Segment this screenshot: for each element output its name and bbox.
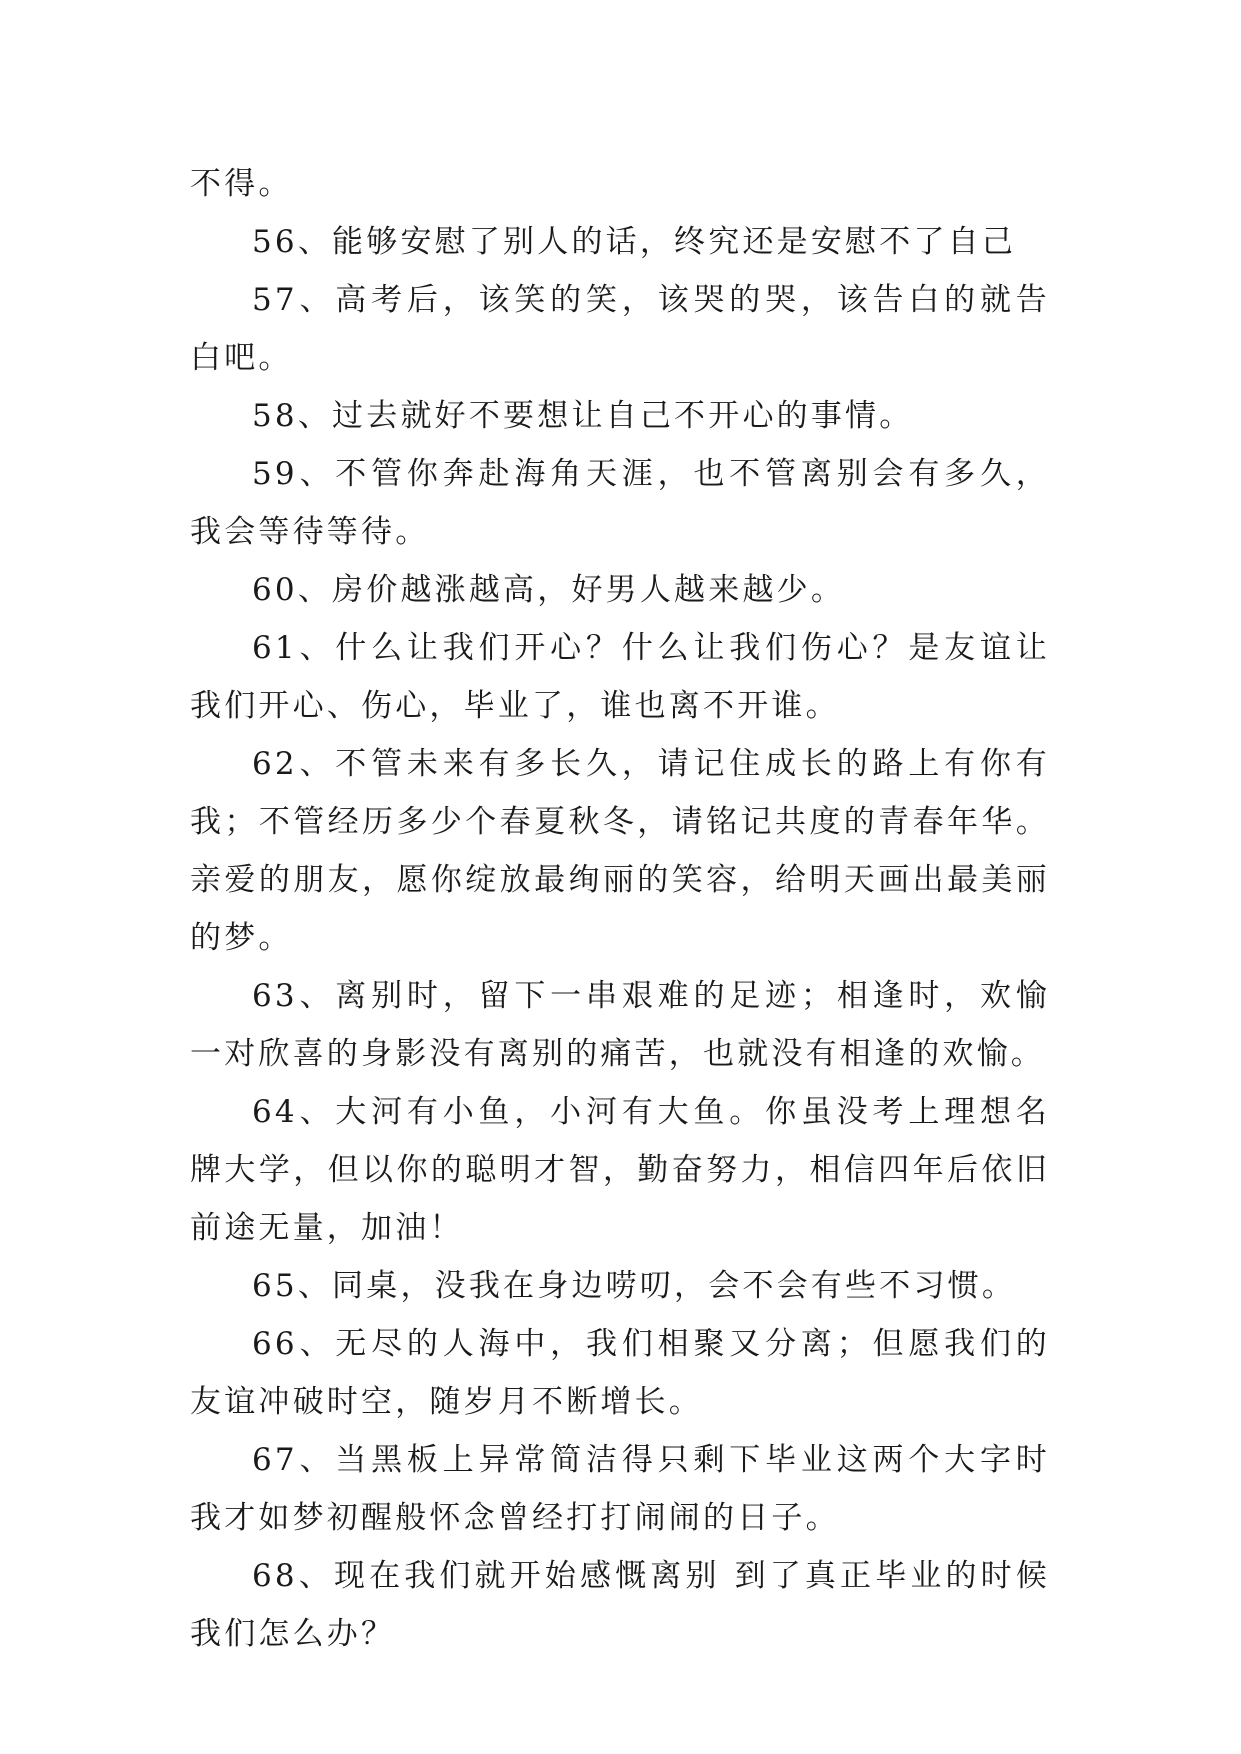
paragraph-59: 59、不管你奔赴海角天涯，也不管离别会有多久，我会等待等待。 xyxy=(190,456,1050,550)
paragraph-58: 58、过去就好不要想让自己不开心的事情。 xyxy=(252,398,914,434)
paragraph-56: 56、能够安慰了别人的话，终究还是安慰不了自己 xyxy=(252,224,1017,260)
paragraph-61: 61、什么让我们开心？什么让我们伤心？是友谊让我们开心、伤心，毕业了，谁也离不开谁。 xyxy=(190,630,1050,724)
paragraph-67: 67、当黑板上异常简洁得只剩下毕业这两个大字时我才如梦初醒般怀念曾经打打闹闹的日子。 xyxy=(190,1442,1050,1536)
paragraph-63: 63、离别时，留下一串艰难的足迹；相逢时，欢愉一对欣喜的身影没有离别的痛苦，也就没有相逢的欢愉。 xyxy=(190,978,1050,1072)
paragraph-68: 68、现在我们就开始感慨离别 到了真正毕业的时候我们怎么办？ xyxy=(190,1558,1050,1652)
document-body xyxy=(190,155,1050,1663)
paragraph-65: 65、同桌，没我在身边唠叨，会不会有些不习惯。 xyxy=(252,1268,1017,1304)
paragraph-continuation: 不得。 xyxy=(190,166,293,202)
paragraph-57: 57、高考后，该笑的笑，该哭的哭，该告白的就告白吧。 xyxy=(190,282,1050,376)
paragraph-66: 66、无尽的人海中，我们相聚又分离；但愿我们的友谊冲破时空，随岁月不断增长。 xyxy=(190,1326,1050,1420)
paragraph-60: 60、房价越涨越高，好男人越来越少。 xyxy=(252,572,846,608)
paragraph-62: 62、不管未来有多长久，请记住成长的路上有你有我；不管经历多少个春夏秋冬，请铭记共度的青春年华。亲爱的朋友，愿你绽放最绚丽的笑容，给明天画出最美丽的梦。 xyxy=(190,746,1050,956)
paragraph-64: 64、大河有小鱼，小河有大鱼。你虽没考上理想名牌大学，但以你的聪明才智，勤奋努力，相信四年后依旧前途无量，加油！ xyxy=(190,1094,1050,1246)
